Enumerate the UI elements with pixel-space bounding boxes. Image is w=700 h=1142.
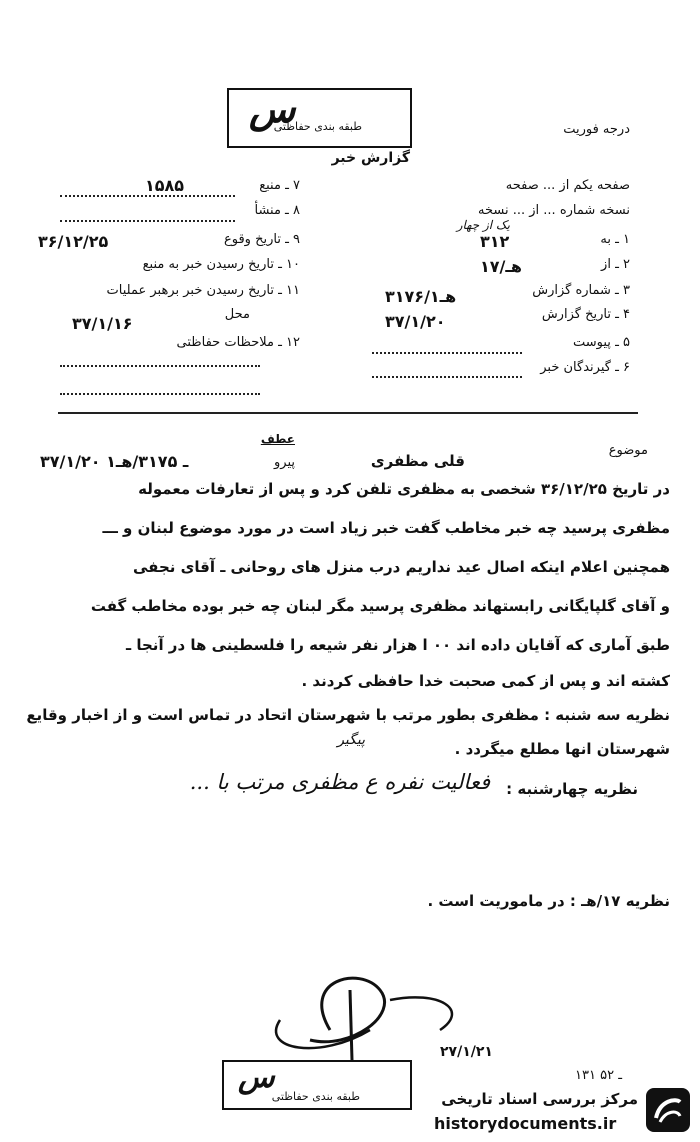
field-line	[60, 220, 235, 222]
archive-logo	[646, 1088, 690, 1132]
field-line	[372, 376, 522, 378]
field-label: ۸ ـ منشأ	[254, 203, 300, 218]
page-code: ۱۳۱ ـ ۵۲	[575, 1068, 623, 1083]
margin-handwriting: پیگیر	[337, 732, 365, 748]
subject-value: قلی مظفری	[370, 452, 465, 470]
watermark-title: مرکز بررسی اسناد تاریخی	[441, 1090, 638, 1108]
note-wednesday-label: نظریه چهارشنبه :	[506, 780, 638, 798]
field-line	[60, 365, 260, 367]
reference-note: عطف	[260, 432, 295, 446]
field-value: ۱۵۸۵	[145, 176, 185, 195]
field-label: ۱۲ ـ ملاحظات حفاظتی	[176, 335, 300, 350]
field-label: ۳ ـ شماره گزارش	[532, 283, 630, 298]
field-line	[372, 352, 522, 354]
field-label: ۹ ـ تاریخ وقوع	[223, 232, 300, 247]
stamp-mark: س	[249, 86, 296, 131]
stamp-classification: طبقه بندی حفاظتی	[271, 1090, 360, 1103]
field-label: محل	[224, 307, 250, 322]
footer-date: ۲۷/۱/۲۱	[440, 1044, 493, 1060]
field-label: ۲ ـ از	[601, 257, 630, 272]
note-final: نظریه ۱۷/هـ : در ماموریت است .	[427, 892, 670, 910]
watermark-url: historydocuments.ir	[434, 1114, 617, 1133]
field-label: ۷ ـ منبع	[259, 178, 300, 193]
note-tuesday: نظریه سه شنبه : مظفری بطور مرتب با شهرستان اتحاد در تماس است و از اخبار وقایع	[26, 706, 670, 724]
subject-label: موضوع	[608, 443, 648, 458]
field-label: ۴ ـ تاریخ گزارش	[541, 307, 630, 322]
field-value: ۱۷/هـ	[480, 257, 522, 276]
field-value: ۳۱۲	[480, 232, 510, 251]
stamp-classification: طبقه بندی حفاظتی	[273, 120, 362, 133]
reference-value: ۳۷/۱/۲۰ ـ ۳۱۷۵/هـ۱	[40, 452, 189, 471]
field-label: ۱۰ ـ تاریخ رسیدن خبر به منبع	[142, 257, 300, 272]
field-label: ۶ ـ گیرندگان خبر	[540, 360, 630, 375]
stamp-mark: س	[238, 1060, 275, 1095]
note-tuesday-cont: شهرستان انها مطلع میگردد .	[454, 740, 670, 758]
field-label: نسخه شماره ... از ... نسخه	[478, 203, 630, 218]
document-title: گزارش خبر	[331, 150, 410, 166]
header-divider	[58, 412, 638, 414]
body-line: و آقای گلپایگانی رابستهاند مظفری پرسید مگر لبنان چه خبر بوده مخاطب گفت	[90, 597, 670, 615]
field-value: ۳۷/۱/۲۰	[385, 312, 446, 331]
body-line: همچنین اعلام اینکه اصال عید نداریم درب منزل های روحانی ـ آقای نجفی	[133, 558, 670, 576]
classification-stamp	[227, 88, 412, 148]
body-line: در تاریخ ۳۶/۱۲/۲۵ شخصی به مظفری تلفن کرد و پس از تعارفات معموله	[138, 480, 670, 498]
body-line: طبق آماری که آقایان داده اند ۰۰ ا هزار نفر شیعه را فلسطینی ها در آنجا ـ	[126, 636, 670, 654]
body-line: مظفری پرسید چه خبر مخاطب گفت خبر زیاد است در مورد موضوع لبنان و ـــ	[102, 519, 670, 537]
field-label: ۱ ـ به	[600, 232, 630, 247]
archive-logo-icon	[646, 1088, 690, 1132]
field-line	[60, 393, 260, 395]
field-line	[60, 195, 235, 197]
urgency-label: درجه فوریت	[563, 122, 630, 137]
field-value: ۳۷/۱/۱۶	[72, 314, 133, 333]
footer-stamp	[222, 1060, 412, 1110]
field-value: ۳۱۷۶/هـ۱	[385, 287, 457, 306]
field-label: صفحه یکم از ... صفحه	[505, 178, 630, 193]
field-label: ۵ ـ پیوست	[573, 335, 630, 350]
body-line: کشته اند و پس از کمی صحبت خدا حافظی کردند .	[301, 672, 670, 690]
field-value: ۳۶/۱۲/۲۵	[38, 232, 109, 251]
field-value: یک از چهار	[456, 218, 510, 232]
note-wednesday-handwritten: فعالیت نفره ع مظفری مرتب با ...	[189, 770, 490, 794]
field-label: ۱۱ ـ تاریخ رسیدن خبر برهبر عملیات	[106, 283, 300, 298]
reference-label: پیرو	[274, 455, 295, 470]
